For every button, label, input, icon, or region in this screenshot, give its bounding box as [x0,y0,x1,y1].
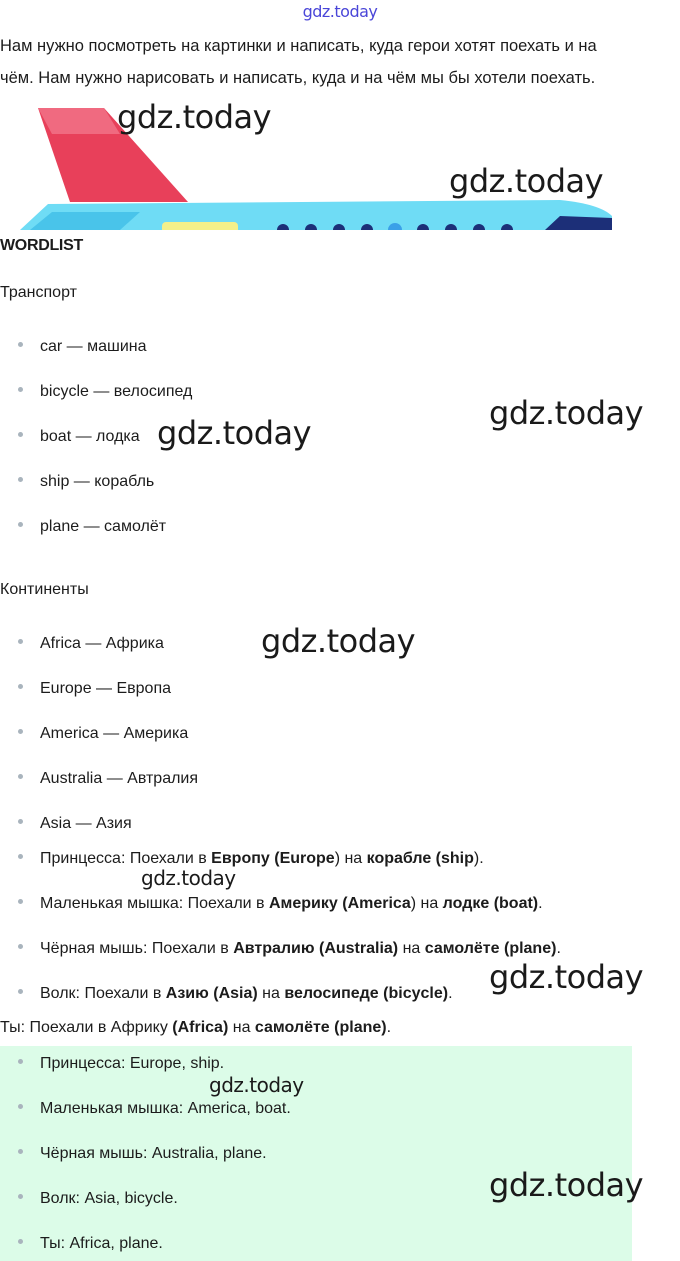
watermark: gdz.today [489,958,644,996]
watermark: gdz.today [157,414,312,452]
watermark-top: gdz.today [302,2,378,21]
watermark: gdz.today [489,1166,644,1204]
bullet-icon [18,684,23,689]
bullet-icon [18,387,23,392]
list-item: America — Америка [18,725,188,743]
watermark: gdz.today [489,394,644,432]
you-answer: Ты: Поехали в Африку (Africa) на самолёте (plane). [0,1019,392,1036]
list-item: Australia — Автралия [18,770,198,788]
intro-line-1: Нам нужно посмотреть на картинки и написать, куда герои хотят поехать и на [0,37,597,55]
intro-text [0,30,680,94]
bullet-icon [18,944,23,949]
bullet-icon [18,854,23,859]
list-item: Чёрная мышь: Australia, plane. [18,1145,267,1163]
list-item: plane — самолёт [18,518,166,536]
intro-line-2: чём. Нам нужно нарисовать и написать, куда и на чём мы бы хотели поехать. [0,69,596,87]
list-item: Принцесса: Europe, ship. [18,1055,224,1073]
list-item: Ты: Africa, plane. [18,1235,163,1253]
list-item: bicycle — велосипед [18,383,192,401]
bullet-icon [18,1149,23,1154]
bullet-icon [18,1239,23,1244]
list-item: boat — лодка [18,428,140,446]
list-item: car — машина [18,338,147,356]
list-item: ship — корабль [18,473,154,491]
bullet-icon [18,774,23,779]
bullet-icon [18,1104,23,1109]
bullet-icon [18,342,23,347]
watermark: gdz.today [261,622,416,660]
bullet-icon [18,522,23,527]
watermark: gdz.today [209,1073,304,1097]
answer-item: Маленькая мышка: Поехали в Америку (America) на лодке (boat). [18,895,543,913]
list-item: Asia — Азия [18,815,132,833]
bullet-icon [18,639,23,644]
watermark: gdz.today [117,98,272,136]
list-item: Маленькая мышка: America, boat. [18,1100,291,1118]
answer-item: Принцесса: Поехали в Европу (Europe) на корабле (ship). [18,850,484,868]
answer-item: Чёрная мышь: Поехали в Автралию (Australia) на самолёте (plane). [18,940,561,958]
transport-heading: Транспорт [0,284,77,301]
answer-item: Волк: Поехали в Азию (Asia) на велосипеде (bicycle). [18,985,453,1003]
watermark: gdz.today [449,162,604,200]
bullet-icon [18,477,23,482]
list-item: Africa — Африка [18,635,164,653]
wordlist-title: WORDLIST [0,237,83,254]
watermark: gdz.today [141,866,236,890]
bullet-icon [18,819,23,824]
bullet-icon [18,1194,23,1199]
list-item: Europe — Европа [18,680,171,698]
bullet-icon [18,989,23,994]
list-item: Волк: Asia, bicycle. [18,1190,178,1208]
bullet-icon [18,729,23,734]
continents-heading: Континенты [0,581,89,598]
bullet-icon [18,899,23,904]
bullet-icon [18,432,23,437]
bullet-icon [18,1059,23,1064]
